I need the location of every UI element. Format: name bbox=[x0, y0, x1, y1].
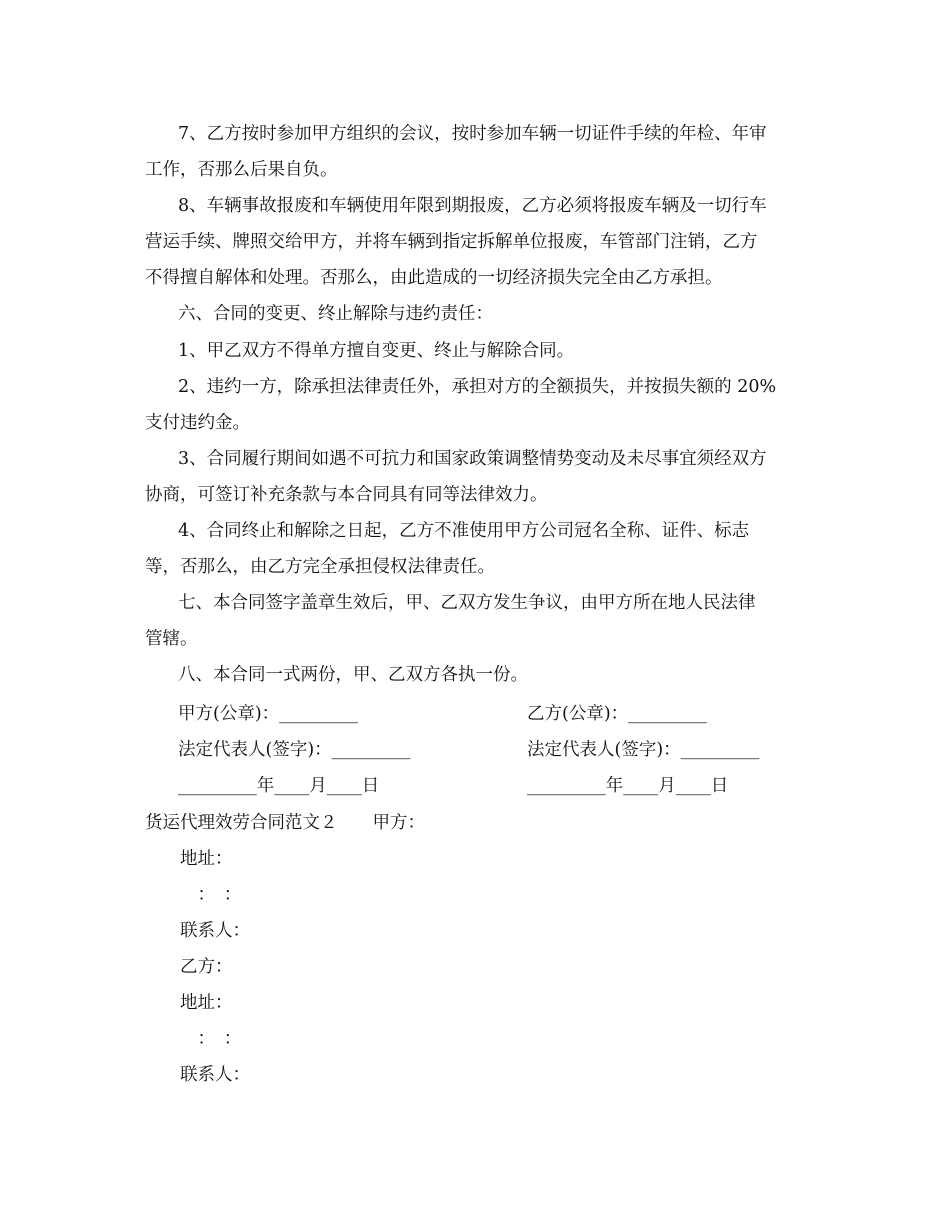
party-b-seal: 乙方(公章)：_________ bbox=[527, 704, 707, 724]
party-b-representative: 法定代表人(签字)：_________ bbox=[527, 740, 760, 760]
section-6-item-2-line-1: 2、违约一方，除承担法律责任外，承担对方的全额损失，并按损失额的 20% bbox=[178, 377, 777, 397]
party-b-colon-line: ： ： bbox=[180, 1029, 242, 1049]
section-6-item-4-line-2: 等，否那么，由乙方完全承担侵权法律责任。 bbox=[145, 557, 495, 577]
section-6-item-4-line-1: 4、合同终止和解除之日起，乙方不准使用甲方公司冠名全称、证件、标志 bbox=[178, 521, 750, 541]
party-a-colon-line: ： ： bbox=[180, 885, 242, 905]
clause-8-line-1: 8、车辆事故报废和车辆使用年限到期报废，乙方必须将报废车辆及一切行车 bbox=[178, 196, 767, 216]
party-a-contact-label: 联系人： bbox=[180, 921, 250, 941]
section-6-heading: 六、合同的变更、终止解除与违约责任： bbox=[178, 304, 493, 324]
section-6-item-1: 1、甲乙双方不得单方擅自变更、终止与解除合同。 bbox=[178, 341, 575, 361]
party-b-label: 乙方： bbox=[180, 957, 233, 977]
section-7-line-1: 七、本合同签字盖章生效后，甲、乙双方发生争议，由甲方所在地人民法律 bbox=[178, 593, 756, 613]
party-a-seal: 甲方(公章)：_________ bbox=[178, 704, 358, 724]
section-7-line-2: 管辖。 bbox=[145, 629, 198, 649]
section-6-item-3-line-2: 协商，可签订补充条款与本合同具有同等法律效力。 bbox=[145, 485, 548, 505]
clause-8-line-2: 营运手续、牌照交给甲方，并将车辆到指定拆解单位报废，车管部门注销，乙方 bbox=[145, 232, 758, 252]
party-a-date: _________年____月____日 bbox=[178, 776, 380, 796]
party-b-date: _________年____月____日 bbox=[527, 776, 729, 796]
clause-8-line-3: 不得擅自解体和处理。否那么，由此造成的一切经济损失完全由乙方承担。 bbox=[145, 268, 723, 288]
party-b-contact-label: 联系人： bbox=[180, 1065, 250, 1085]
section-8-line-1: 八、本合同一式两份，甲、乙双方各执一份。 bbox=[178, 665, 528, 685]
clause-7-line-2: 工作，否那么后果自负。 bbox=[145, 160, 338, 180]
party-a-address-label: 地址： bbox=[180, 849, 233, 869]
party-b-address-label: 地址： bbox=[180, 993, 233, 1013]
second-contract-title: 货运代理效劳合同范文２ 甲方： bbox=[145, 813, 425, 833]
section-6-item-2-line-2: 支付违约金。 bbox=[145, 413, 250, 433]
clause-7-line-1: 7、乙方按时参加甲方组织的会议，按时参加车辆一切证件手续的年检、年审 bbox=[178, 124, 767, 144]
section-6-item-3-line-1: 3、合同履行期间如遇不可抗力和国家政策调整情势变动及未尽事宜须经双方 bbox=[178, 449, 767, 469]
party-a-representative: 法定代表人(签字)：_________ bbox=[178, 740, 411, 760]
